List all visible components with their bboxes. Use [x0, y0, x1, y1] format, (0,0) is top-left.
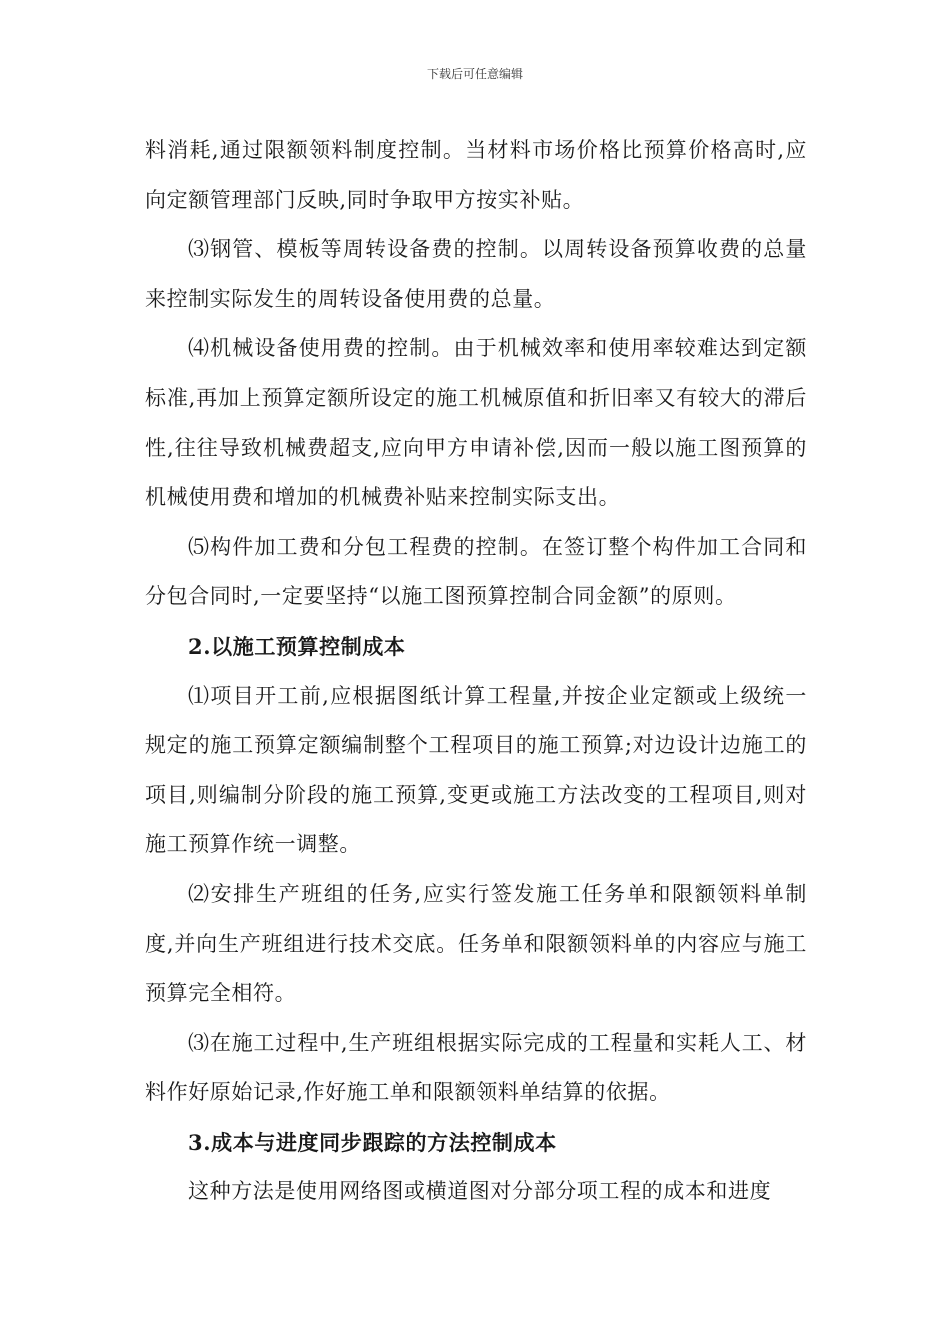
section-heading: 2.以施工预算控制成本 — [188, 633, 406, 659]
paragraph: ⑸构件加工费和分包工程费的控制。在签订整个构件加工合同和分包合同时,一定要坚持“以施工图预算控制合同金额”的原则。 — [145, 534, 807, 609]
document-body — [145, 126, 807, 1217]
paragraph: 料消耗,通过限额领料制度控制。当材料市场价格比预算价格高时,应向定额管理部门反映,同时争取甲方按实补贴。 — [145, 138, 807, 212]
section-heading: 3.成本与进度同步跟踪的方法控制成本 — [188, 1129, 557, 1155]
paragraph: ⑵安排生产班组的任务,应实行签发施工任务单和限额领料单制度,并向生产班组进行技术交底。任务单和限额领料单的内容应与施工预算完全相符。 — [145, 881, 807, 1006]
paragraph: ⑴项目开工前,应根据图纸计算工程量,并按企业定额或上级统一规定的施工预算定额编制整个工程项目的施工预算;对边设计边施工的项目,则编制分阶段的施工预算,变更或施工方法改变的工程项目,则对施工预算作统一调整。 — [145, 683, 807, 857]
paragraph: ⑶钢管、模板等周转设备费的控制。以周转设备预算收费的总量来控制实际发生的周转设备使用费的总量。 — [145, 237, 807, 311]
paragraph: ⑶在施工过程中,生产班组根据实际完成的工程量和实耗人工、材料作好原始记录,作好施工单和限额领料单结算的依据。 — [145, 1030, 807, 1105]
paragraph: 这种方法是使用网络图或横道图对分部分项工程的成本和进度 — [188, 1179, 772, 1204]
page-header: 下载后可任意编辑 — [426, 67, 523, 81]
paragraph: ⑷机械设备使用费的控制。由于机械效率和使用率较难达到定额标准,再加上预算定额所设定的施工机械原值和折旧率又有较大的滞后性,往往导致机械费超支,应向甲方申请补偿,因而一般以施工图预算的机械使用费和增加的机械费补贴来控制实际支出。 — [145, 336, 807, 510]
